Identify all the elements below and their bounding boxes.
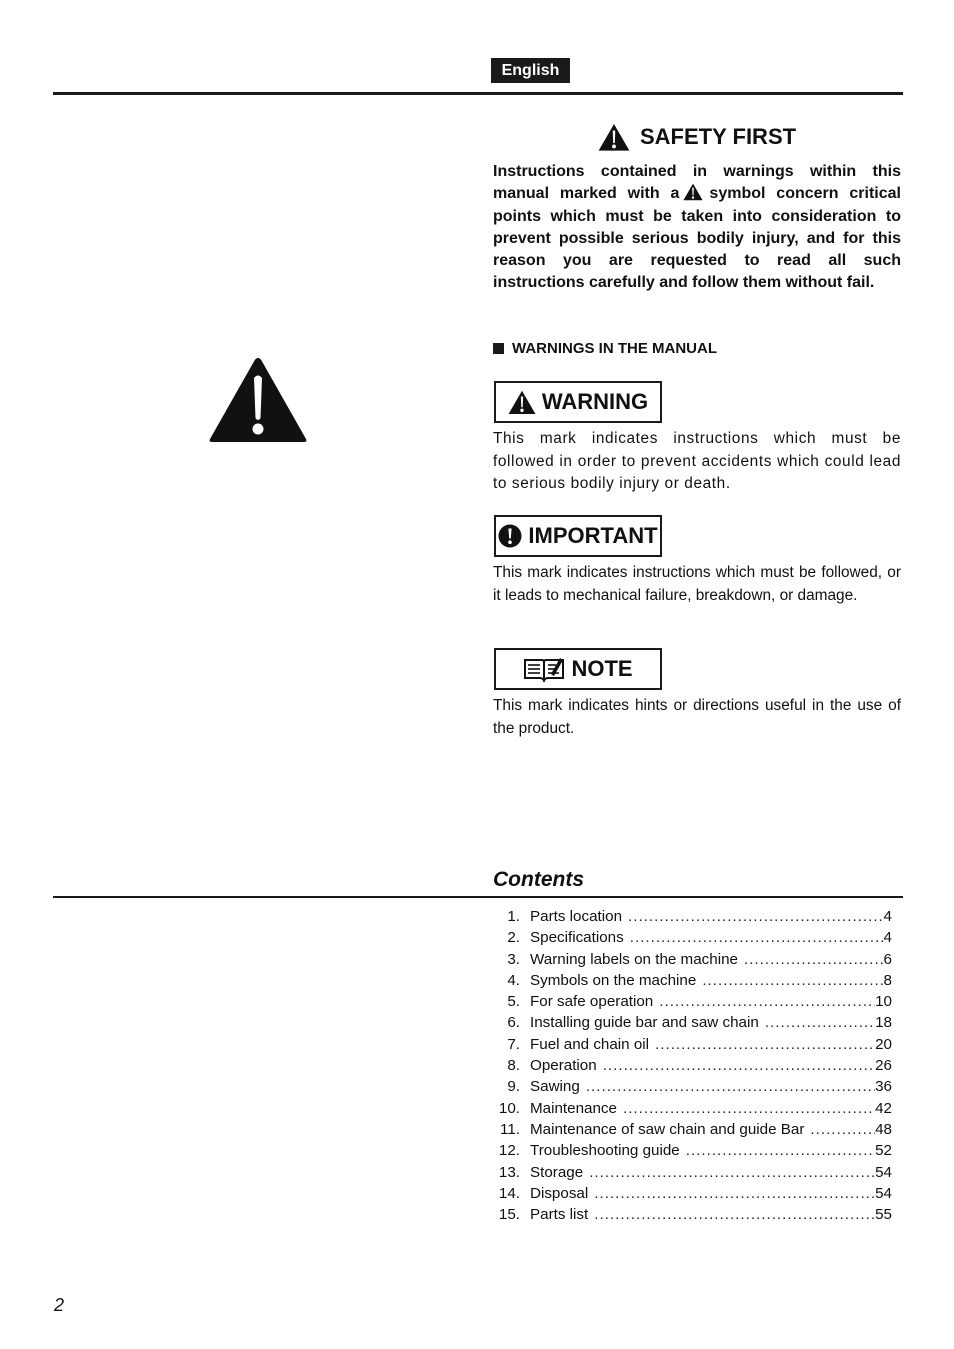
toc-item [493, 1076, 892, 1097]
toc-item-title: For safe operation [530, 993, 654, 1011]
warning-triangle-icon [508, 390, 536, 415]
toc-item [493, 1140, 892, 1161]
safety-first-title [598, 120, 796, 154]
exclamation-circle-icon [498, 524, 522, 548]
toc-item [493, 1162, 892, 1183]
warning-triangle-icon [598, 123, 630, 152]
toc-item-number: 7. [507, 1035, 520, 1053]
toc-item-number: 5. [507, 993, 520, 1011]
toc-item-number: 1. [507, 908, 520, 925]
toc-item-number: 15. [498, 1206, 520, 1224]
toc-item-page: 18 [875, 1014, 892, 1032]
toc-item [493, 1034, 892, 1055]
toc-item-page: 54 [875, 1184, 892, 1202]
toc-item-number: 6. [507, 1014, 520, 1032]
toc-item-title: Fuel and chain oil [530, 1035, 650, 1053]
toc-item-page: 10 [875, 993, 892, 1011]
toc-item-page: 48 [875, 1120, 892, 1138]
warning-triangle-icon [208, 356, 308, 444]
toc-item-title: Sawing [530, 1078, 580, 1096]
toc-item-page: 8 [883, 971, 892, 989]
toc-leader-dots [594, 1204, 875, 1225]
toc-item-number: 11. [500, 1120, 520, 1138]
toc-item-title: Symbols on the machine [530, 971, 697, 989]
open-book-pencil-icon [523, 655, 565, 683]
toc-item [493, 949, 892, 970]
intro-text-after: symbol concern critical points which must be taken into consideration to prevent possible serious bodily injury, and for this reason you are requested to read all such instructions carefully and follow them without fail. [493, 185, 901, 292]
toc-leader-dots [744, 949, 884, 970]
safety-intro-paragraph [493, 161, 901, 295]
toc-item-number: 13. [498, 1163, 520, 1181]
toc-leader-dots [702, 970, 883, 991]
toc-item-title: Maintenance of saw chain and guide Bar [530, 1120, 805, 1138]
toc-item-title: Warning labels on the machine [530, 950, 738, 968]
toc-item-page: 52 [875, 1142, 892, 1160]
toc-item-title: Parts location [530, 908, 623, 925]
header-rule [53, 92, 903, 95]
warning-triangle-icon [683, 183, 703, 201]
toc-item-number: 9. [507, 1078, 520, 1096]
toc-item-page: 4 [883, 908, 892, 925]
toc-item [493, 1119, 892, 1140]
important-label-text: IMPORTANT [528, 523, 658, 548]
warning-label-box [494, 381, 662, 423]
toc-item-title: Operation [530, 1057, 597, 1075]
toc-leader-dots [623, 1098, 875, 1119]
toc-leader-dots [603, 1055, 875, 1076]
toc-leader-dots [810, 1119, 875, 1140]
toc-item-page: 55 [875, 1206, 892, 1224]
toc-item-number: 2. [507, 929, 520, 947]
toc-leader-dots [655, 1034, 875, 1055]
toc-item [493, 991, 892, 1012]
important-label-box [494, 515, 662, 557]
warnings-section-heading [493, 340, 717, 357]
toc-item [493, 1098, 892, 1119]
toc-item-title: Storage [530, 1163, 584, 1181]
toc-leader-dots [586, 1076, 875, 1097]
toc-item-number: 3. [507, 950, 520, 968]
warning-label-text: WARNING [541, 389, 649, 414]
toc-item-number: 10. [498, 1099, 520, 1117]
page-number: 2 [54, 1295, 65, 1315]
toc-item-number: 12. [498, 1142, 520, 1160]
toc-item-title: Specifications [530, 929, 624, 947]
toc-leader-dots [686, 1140, 875, 1161]
important-description: This mark indicates instructions which must be followed, or it leads to mechanical failure, breakdown, or damage. [493, 564, 901, 604]
toc-item-title: Maintenance [530, 1099, 617, 1117]
note-label-text: NOTE [571, 656, 633, 681]
toc-item [493, 1055, 892, 1076]
toc-item [493, 906, 892, 927]
toc-item [493, 970, 892, 991]
contents-heading: Contents [493, 868, 584, 891]
note-description: This mark indicates hints or directions useful in the use of the product. [493, 697, 901, 737]
table-of-contents [493, 906, 892, 1225]
warning-description: This mark indicates instructions which must be followed in order to prevent accidents which could lead to serious bodily injury or death. [493, 430, 901, 492]
square-bullet-icon [493, 343, 504, 354]
toc-item-page: 20 [875, 1035, 892, 1053]
toc-item-title: Parts list [530, 1206, 589, 1224]
toc-leader-dots [594, 1183, 875, 1204]
toc-leader-dots [630, 927, 884, 948]
toc-item-page: 6 [883, 950, 892, 968]
toc-item [493, 1183, 892, 1204]
toc-item-number: 4. [507, 971, 520, 989]
toc-item [493, 1012, 892, 1033]
toc-leader-dots [628, 906, 884, 927]
toc-leader-dots [589, 1162, 875, 1183]
toc-item-page: 4 [883, 929, 892, 947]
toc-item-page: 36 [875, 1078, 892, 1096]
toc-item-number: 14. [498, 1184, 520, 1202]
toc-item-title: Disposal [530, 1184, 589, 1202]
safety-first-heading: SAFETY FIRST [640, 124, 797, 149]
toc-item [493, 1204, 892, 1225]
warnings-heading-text: WARNINGS IN THE MANUAL [512, 340, 717, 357]
toc-item-page: 42 [875, 1099, 892, 1117]
toc-item-title: Installing guide bar and saw chain [530, 1014, 759, 1032]
toc-item-title: Troubleshooting guide [530, 1142, 680, 1160]
language-badge: English [491, 58, 570, 83]
note-label-box [494, 648, 662, 690]
toc-leader-dots [659, 991, 875, 1012]
toc-leader-dots [765, 1012, 875, 1033]
intro-text-before: Instructions contained in warnings within this manual marked with a [493, 163, 901, 203]
toc-item-number: 8. [507, 1057, 520, 1075]
toc-item-page: 54 [875, 1163, 892, 1181]
contents-rule [53, 896, 903, 898]
toc-item-page: 26 [875, 1057, 892, 1075]
toc-item [493, 927, 892, 948]
